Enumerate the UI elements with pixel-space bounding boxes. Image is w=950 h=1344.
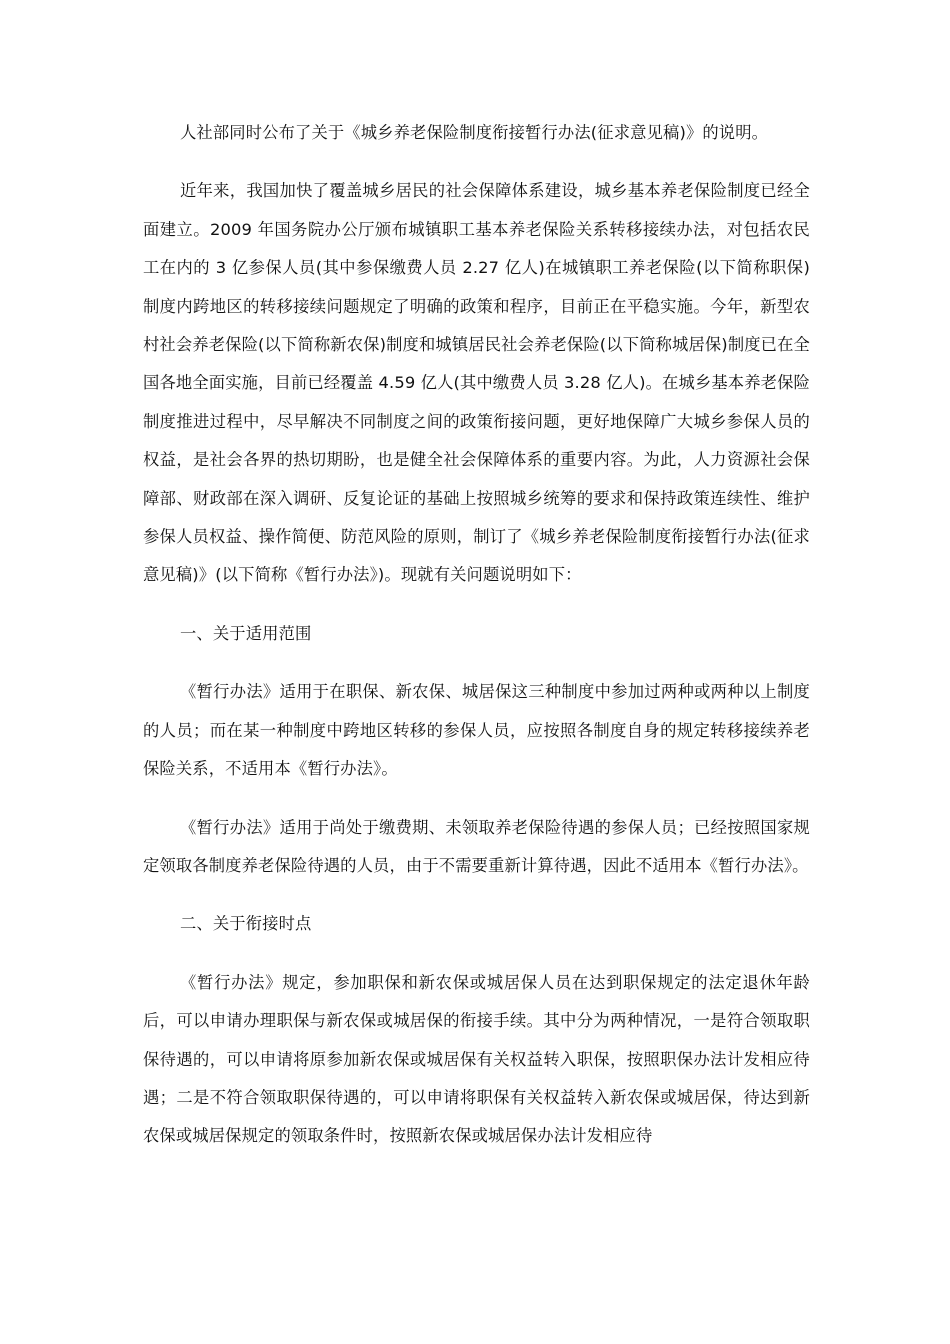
timing-paragraph: 《暂行办法》规定，参加职保和新农保或城居保人员在达到职保规定的法定退休年龄后，可以申请办理职保与新农保或城居保的衔接手续。其中分为两种情况，一是符合领取职保待遇的，可以申请将原参加新农保或城居保有关权益转入职保，按照职保办法计发相应待遇；二是不符合领取职保待遇的，可以申请将职保有关权益转入新农保或城居保，待达到新农保或城居保规定的领取条件时，按照新农保或城居保办法计发相应待 <box>143 972 810 1146</box>
section-heading-scope: 一、关于适用范围 <box>180 623 312 643</box>
section-heading-timing: 二、关于衔接时点 <box>180 914 312 934</box>
document-body <box>143 114 810 1176</box>
background-paragraph: 近年来，我国加快了覆盖城乡居民的社会保障体系建设，城乡基本养老保险制度已经全面建立。2009 年国务院办公厅颁布城镇职工基本养老保险关系转移接续办法，对包括农民工在内的 3 亿参保人员(其中参保缴费人员 2.27 亿人)在城镇职工养老保险(以下简称职保)制度内跨地区的转移接续问题规定了明确的政策和程序，目前正在平稳实施。今年，新型农村社会养老保险(以下简称新农保)制度和城镇居民社会养老保险(以下简称城居保)制度已在全国各地全面实施，目前已经覆盖 4.59 亿人(其中缴费人员 3.28 亿人)。在城乡基本养老保险制度推进过程中，尽早解决不同制度之间的政策衔接问题，更好地保障广大城乡参保人员的权益，是社会各界的热切期盼，也是健全社会保障体系的重要内容。为此，人力资源社会保障部、财政部在深入调研、反复论证的基础上按照城乡统筹的要求和保持政策连续性、维护参保人员权益、操作简便、防范风险的原则，制订了《城乡养老保险制度衔接暂行办法(征求意见稿)》(以下简称《暂行办法》)。现就有关问题说明如下： <box>143 181 810 585</box>
scope-paragraph-2: 《暂行办法》适用于尚处于缴费期、未领取养老保险待遇的参保人员；已经按照国家规定领取各制度养老保险待遇的人员，由于不需要重新计算待遇，因此不适用本《暂行办法》。 <box>143 817 810 875</box>
scope-paragraph-1: 《暂行办法》适用于在职保、新农保、城居保这三种制度中参加过两种或两种以上制度的人员；而在某一种制度中跨地区转移的参保人员，应按照各制度自身的规定转移接续养老保险关系，不适用本《暂行办法》。 <box>143 682 810 779</box>
intro-paragraph: 人社部同时公布了关于《城乡养老保险制度衔接暂行办法(征求意见稿)》的说明。 <box>180 123 769 142</box>
